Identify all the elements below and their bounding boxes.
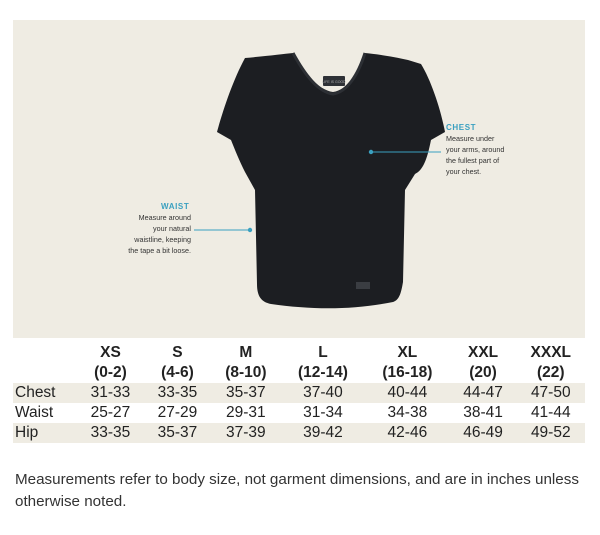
table-cell: 47-50	[517, 383, 585, 403]
chest-line: Measure under	[446, 134, 495, 143]
measurement-note: Measurements refer to body size, not garment dimensions, and are in inches unless otherwise noted.	[15, 471, 579, 510]
table-cell: 31-34	[303, 404, 343, 421]
table-cell: 27-29	[157, 404, 198, 421]
waist-line: the tape a bit loose.	[128, 246, 191, 255]
table-cell: 40-44	[365, 383, 449, 403]
table-row-hip	[13, 423, 585, 443]
row-label: Hip	[13, 423, 77, 443]
waist-pointer-dot	[248, 228, 252, 232]
table-row-waist	[13, 403, 585, 423]
table-cell: 29-31	[226, 404, 266, 421]
table-cell: 49-52	[517, 423, 585, 443]
table-cell: 31-33	[77, 383, 144, 403]
table-cell: 35-37	[144, 423, 211, 443]
table-cell: 44-47	[450, 383, 517, 403]
size-range-row	[13, 363, 585, 383]
tshirt-shape	[217, 53, 445, 308]
chest-line: your arms, around	[446, 145, 505, 154]
size-range: (16-18)	[382, 364, 433, 381]
size-name: M	[239, 344, 253, 361]
table-cell: 33-35	[77, 423, 144, 443]
size-range: (22)	[536, 364, 565, 381]
table-cell: 42-46	[365, 423, 449, 443]
measurement-diagram	[13, 20, 585, 338]
row-label: Waist	[15, 404, 54, 421]
chest-title: CHEST	[446, 123, 477, 132]
table-cell: 34-38	[387, 404, 428, 421]
table-cell: 41-44	[530, 404, 571, 421]
size-range: (0-2)	[94, 364, 127, 381]
size-name: XXL	[467, 344, 499, 361]
table-cell: 38-41	[463, 404, 503, 421]
table-cell: 33-35	[144, 383, 211, 403]
chest-instructions	[446, 133, 556, 177]
table-cell: 25-27	[90, 404, 131, 421]
waist-line: your natural	[153, 224, 191, 233]
table-cell: 37-39	[211, 423, 281, 443]
chest-pointer-dot	[369, 150, 373, 154]
size-range: (4-6)	[161, 364, 194, 381]
size-name: XS	[100, 344, 121, 361]
size-name: S	[172, 344, 183, 361]
waist-instructions	[73, 212, 191, 256]
table-cell: 37-40	[281, 383, 365, 403]
row-label: Chest	[13, 383, 77, 403]
size-name: XXXL	[530, 344, 572, 361]
chest-line: the fullest part of	[446, 156, 500, 165]
table-row-chest	[13, 383, 585, 403]
table-cell: 35-37	[211, 383, 281, 403]
waist-title: WAIST	[161, 202, 190, 211]
tshirt-illustration	[13, 20, 585, 338]
size-chart-table	[13, 343, 585, 443]
size-range: (20)	[469, 364, 497, 381]
size-name: L	[318, 344, 328, 361]
waist-line: waistline, keeping	[134, 235, 191, 244]
size-name-row	[13, 343, 585, 363]
table-cell: 46-49	[450, 423, 517, 443]
waist-line: Measure around	[138, 213, 191, 222]
table-cell: 39-42	[281, 423, 365, 443]
chest-line: your chest.	[446, 167, 482, 176]
size-range: (12-14)	[298, 364, 348, 381]
size-name: XL	[397, 344, 418, 361]
svg-text:LIFE IS GOOD: LIFE IS GOOD	[322, 80, 346, 84]
size-range: (8-10)	[225, 364, 267, 381]
